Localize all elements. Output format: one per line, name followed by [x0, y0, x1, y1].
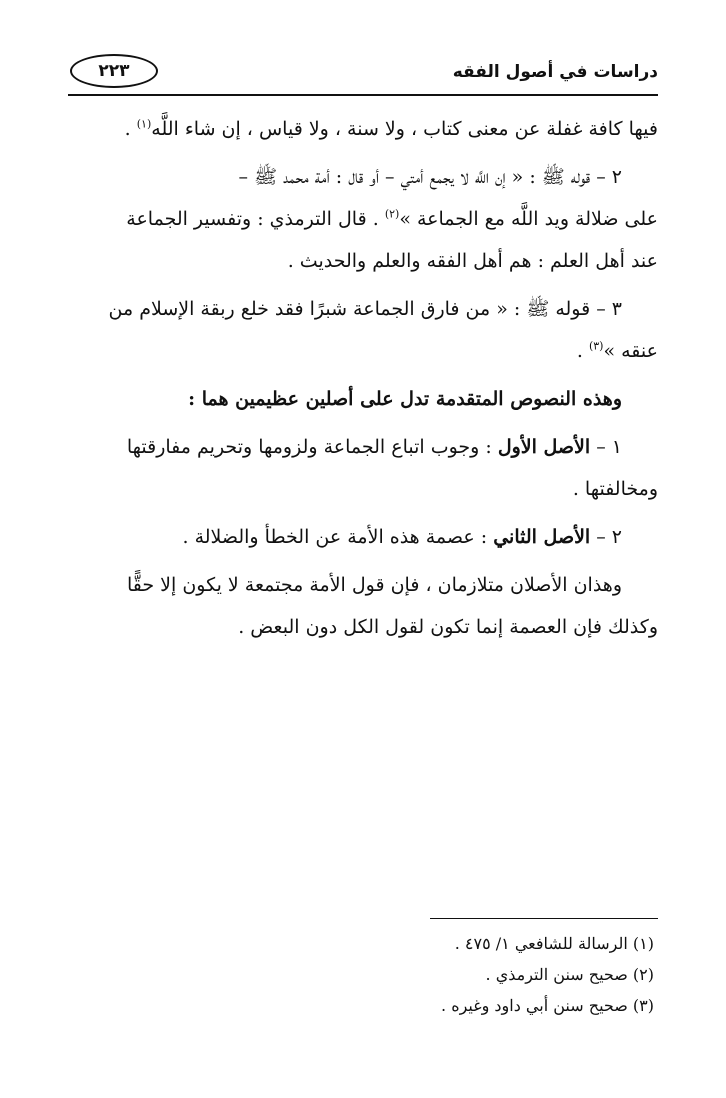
- footnote-ref-3: (٣): [588, 339, 604, 353]
- book-title: دراسات في أصول الفقه: [452, 62, 658, 82]
- header-divider: [68, 94, 658, 96]
- paragraph-3-line-2: عنقه »$^{(٣)}$ .: [576, 339, 658, 362]
- paragraph-3-line-1: ٣ – قوله ﷺ : « من فارق الجماعة شبرًا فقد خلع ربقة الإسلام من: [108, 298, 622, 320]
- paragraph-1: فيها كافة غفلة عن معنى كتاب ، ولا سنة ، ولا قياس ، إن شاء اللَّه$^{(١)}$ .: [124, 117, 658, 140]
- footnote-2: (٢) صحيح سنن الترمذي .: [485, 965, 654, 984]
- paragraph-2-line-1: ٢ – قوله ﷺ : « إن اللَّه لا يجمع أمتي – أو قال : أمة محمد ﷺ –: [238, 166, 622, 188]
- paragraph-7-line-1: وهذان الأصلان متلازمان ، فإن قول الأمة مجتمعة لا يكون إلا حقًّا: [126, 574, 622, 596]
- principle-1-label: الأصل الأول: [497, 436, 591, 458]
- paragraph-2-line-3: عند أهل العلم : هم أهل الفقه والعلم والحديث .: [287, 250, 658, 272]
- principle-2-label: الأصل الثاني: [493, 526, 591, 548]
- paragraph-4: وهذه النصوص المتقدمة تدل على أصلين عظيمين هما :: [188, 388, 622, 410]
- footnote-3: (٣) صحيح سنن أبي داود وغيره .: [441, 996, 654, 1015]
- page-header: [68, 48, 658, 96]
- footnote-ref-2: (٢): [384, 207, 400, 221]
- paragraph-5-line-2: ومخالفتها .: [572, 478, 658, 500]
- paragraph-6: ٢ – الأصل الثاني : عصمة هذه الأمة عن الخطأ والضلالة .: [182, 526, 622, 548]
- footnote-ref-1: (١): [136, 117, 152, 131]
- paragraph-5-line-1: ١ – الأصل الأول : وجوب اتباع الجماعة ولزومها وتحريم مفارقتها: [126, 436, 622, 458]
- footnotes: [68, 928, 654, 1021]
- page-body: [68, 108, 658, 648]
- paragraph-2-line-2: على ضلالة ويد اللَّه مع الجماعة »$^{(٢)}$ . قال الترمذي : وتفسير الجماعة: [126, 207, 658, 230]
- page-number: ٢٢٣: [70, 54, 158, 88]
- footnote-divider: [430, 918, 658, 919]
- footnote-1: (١) الرسالة للشافعي ١/ ٤٧٥ .: [454, 934, 654, 953]
- paragraph-7-line-2: وكذلك فإن العصمة إنما تكون لقول الكل دون البعض .: [238, 616, 658, 638]
